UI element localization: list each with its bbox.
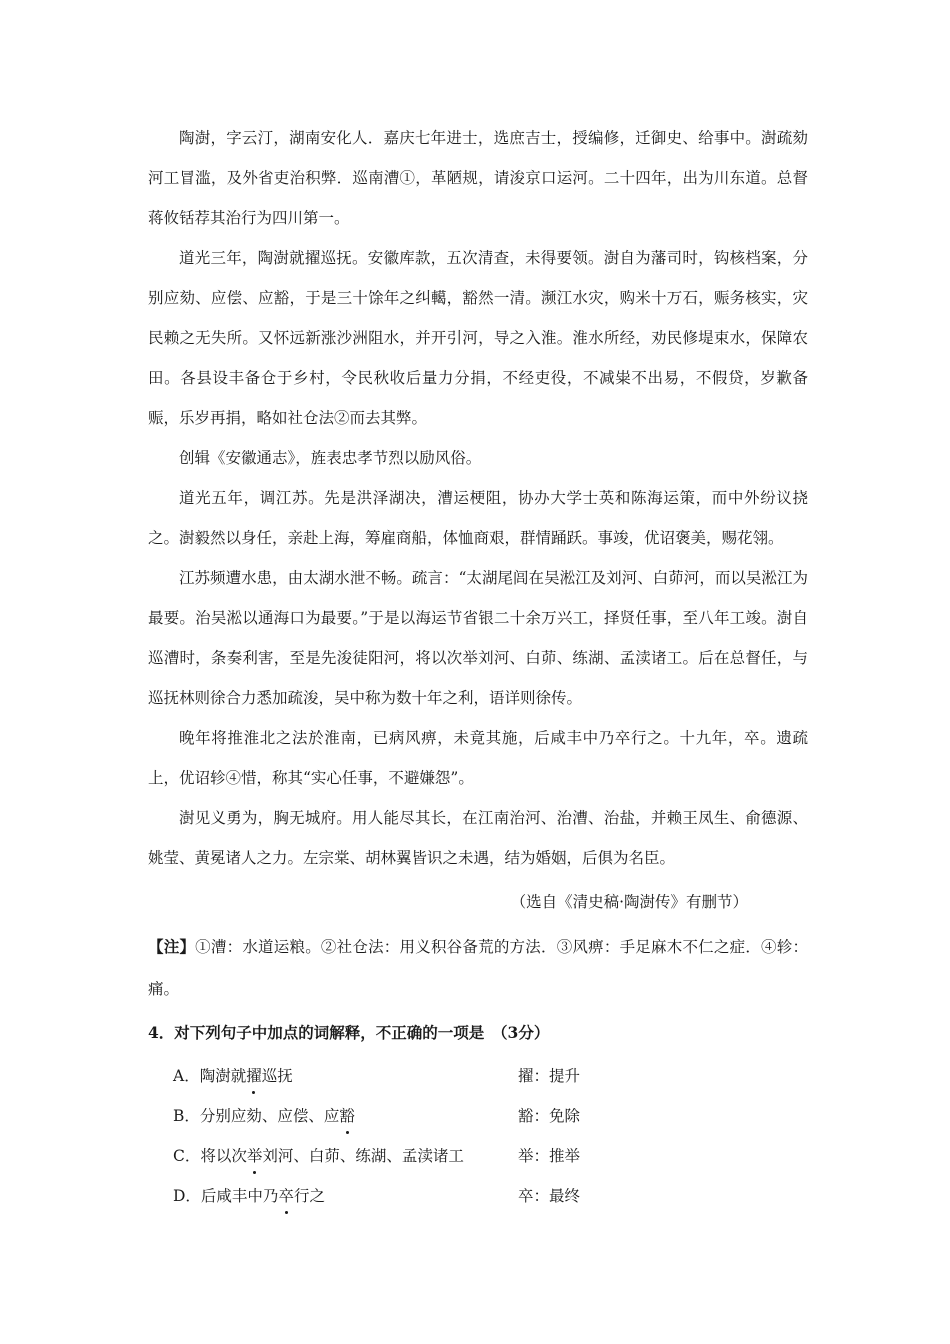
option-b-before: B．分别应劾、应偿、应 (173, 1107, 340, 1125)
passage-paragraph-4: 道光五年，调江苏。先是洪泽湖决，漕运梗阻，协办大学士英和陈海运策，而中外纷议挠之。澍毅然以身任，亲赴上海，筹雇商船，体恤商艰，群情踊跃。事竣，优诏褒美，赐花翎。 (148, 489, 808, 547)
passage-paragraph-7: 澍见义勇为，胸无城府。用人能尽其长，在江南治河、治漕、治盐，并赖王凤生、俞德源、姚莹、黄冕诸人之力。左宗棠、胡林翼皆识之未遇，结为婚姻，后俱为名臣。 (148, 809, 808, 867)
option-b-answer: 豁：免除 (518, 1107, 581, 1125)
passage-paragraph-3: 创辑《安徽通志》，旌表忠孝节烈以励风俗。 (179, 449, 482, 467)
footnote-text: ①漕：水道运粮。②社仓法：用义积谷备荒的方法．③风痹：手足麻木不仁之症．④轸：痛。 (148, 938, 808, 998)
option-d-text (173, 1176, 325, 1216)
option-a (148, 1056, 808, 1096)
option-b (148, 1096, 808, 1136)
option-d-before: D．后咸丰中乃 (173, 1187, 279, 1205)
passage-paragraph-5: 江苏频遭水患，由太湖水泄不畅。疏言：“太湖尾闾在吴淞江及刘河、白茆河，而以吴淞江为最要。治吴淞以通海口为最要。”于是以海运节省银二十余万兴工，择贤任事，至八年工竣。澍自巡漕时，条奏利害，至是先浚徒阳河，将以次举刘河、白茆、练湖、孟渎诸工。后在总督任，与巡抚林则徐合力悉加疏浚，吴中称为数十年之利，语详则徐传。 (148, 569, 808, 707)
option-c-after: 刘河、白茆、练湖、孟渎诸工 (262, 1147, 464, 1165)
footnote-label: 【注】 (148, 937, 196, 956)
option-d (148, 1176, 808, 1216)
option-a-after: 巡抚 (261, 1067, 293, 1085)
passage-paragraph-6: 晚年将推淮北之法於淮南，已病风痹，未竟其施，后咸丰中乃卒行之。十九年，卒。遗疏上，优诏轸④惜，称其“实心任事，不避嫌怨”。 (148, 729, 808, 787)
option-a-text (173, 1056, 293, 1096)
option-d-dotted-word: 卒 (278, 1176, 294, 1216)
option-c (148, 1136, 808, 1176)
option-a-before: A．陶澍就 (173, 1067, 247, 1085)
option-a-answer: 擢：提升 (518, 1067, 581, 1085)
passage-paragraph-1: 陶澍，字云汀，湖南安化人．嘉庆七年进士，选庶吉士，授编修，迁御史、给事中。澍疏劾河工冒滥，及外省吏治积弊．巡南漕①，革陋规，请浚京口运河。二十四年，出为川东道。总督蒋攸铦荐其治行为四川第一。 (148, 129, 808, 227)
question-title: 4．对下列句子中加点的词解释，不正确的一项是 （3分） (148, 1023, 550, 1042)
option-d-answer: 卒：最终 (518, 1187, 581, 1205)
option-a-dotted-word: 擢 (246, 1056, 262, 1096)
option-c-before: C．将以次 (173, 1147, 247, 1165)
passage-paragraph-2: 道光三年，陶澍就擢巡抚。安徽库款，五次清查，未得要领。澍自为藩司时，钩核档案，分别应劾、应偿、应豁，于是三十馀年之纠轕，豁然一清。濒江水灾，购米十万石，赈务核实，灾民赖之无失所。又怀远新涨沙洲阻水，并开引河，导之入淮。淮水所经，劝民修堤束水，保障农田。各县设丰备仓于乡村，令民秋收后量力分捐，不经吏役，不减粜不出易，不假贷，岁歉备赈，乐岁再捐，略如社仓法②而去其弊。 (148, 249, 808, 427)
footnote (148, 926, 808, 1010)
option-d-after: 行之 (293, 1187, 325, 1205)
option-c-text (173, 1136, 464, 1176)
option-c-answer: 举：推举 (518, 1147, 581, 1165)
text-block (148, 118, 808, 1216)
source-citation: （选自《清史稿·陶澍传》有删节） (510, 893, 748, 911)
option-b-text (173, 1096, 355, 1136)
option-b-dotted-word: 豁 (339, 1096, 355, 1136)
option-c-dotted-word: 举 (247, 1136, 263, 1176)
